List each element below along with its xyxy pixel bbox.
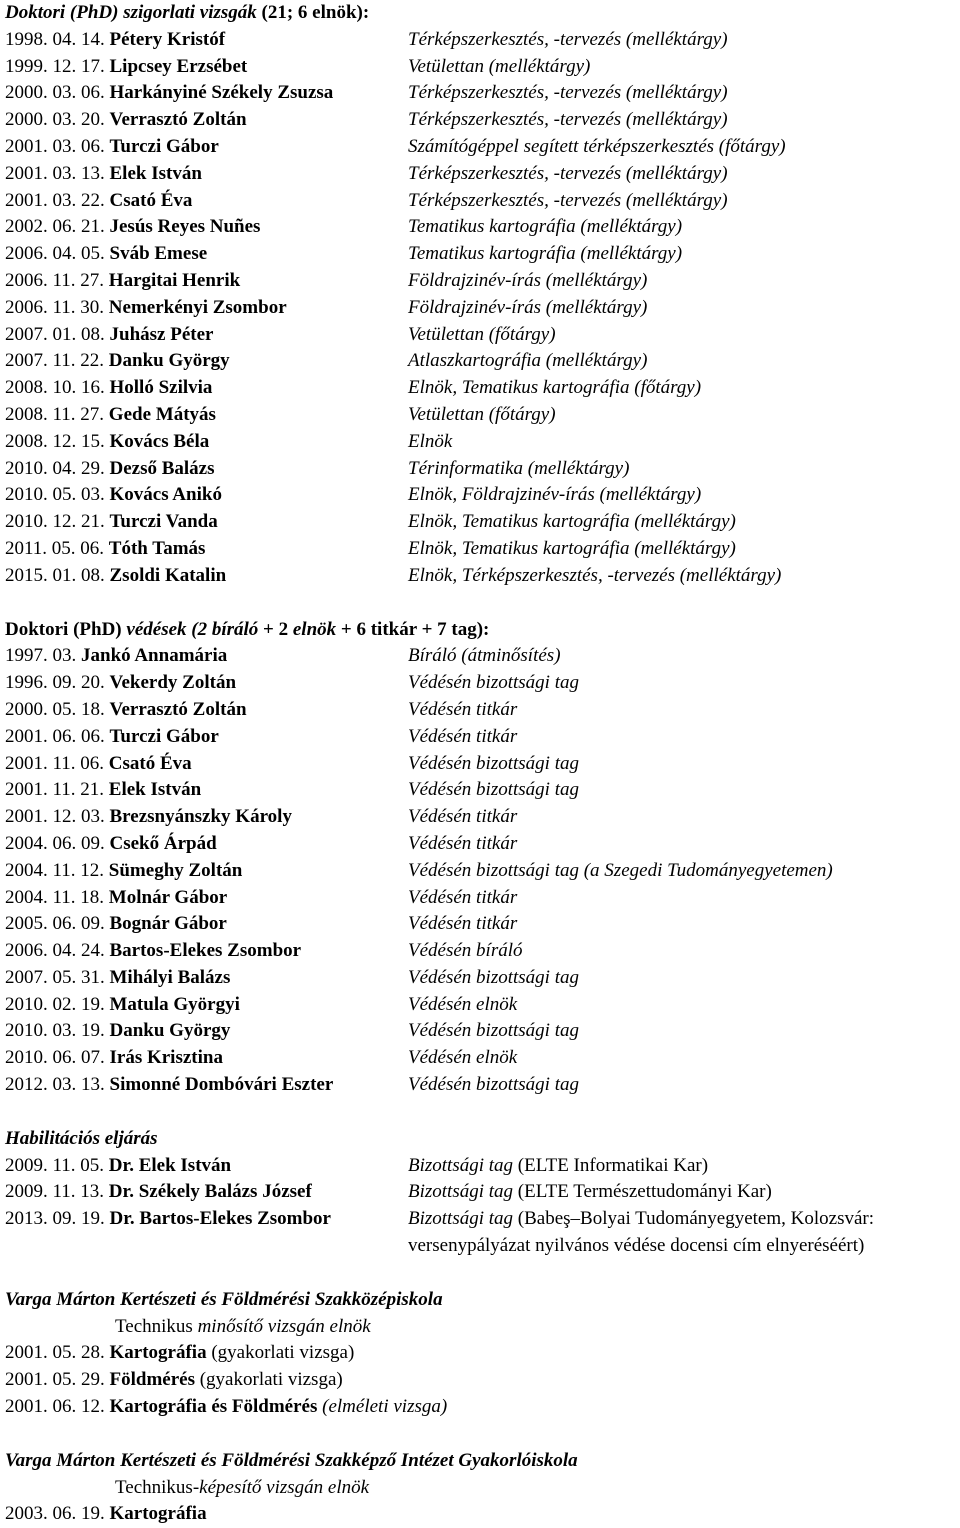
entry-role: Bíráló (átminősítés) <box>408 645 561 667</box>
vedesek-list <box>5 643 960 1099</box>
entry-left <box>5 348 230 375</box>
entry-name: Turczi Vanda <box>109 511 218 533</box>
spacer <box>5 590 960 617</box>
entry-role-title: Bizottsági tag <box>408 1181 514 1203</box>
entry-role-title: Bizottsági tag <box>408 1154 514 1176</box>
list-item <box>5 161 960 188</box>
entry-name: Molnár Gábor <box>108 886 228 908</box>
entry-left <box>5 804 292 831</box>
entry-left <box>5 1206 331 1233</box>
entry-left <box>5 911 227 938</box>
list-item <box>5 241 960 268</box>
entry-role: Elnök, Tematikus kartográfia (melléktárgy) <box>408 537 736 559</box>
list-item <box>5 992 960 1019</box>
entry-date: 2009. 11. 13. <box>5 1181 105 1203</box>
entry-date: 2001. 05. 28. <box>5 1342 105 1364</box>
list-item <box>5 965 960 992</box>
entry-date: 2015. 01. 08. <box>5 564 105 586</box>
title-part-2: védések (2 bíráló <box>126 618 259 640</box>
entry-date: 2007. 01. 08. <box>5 323 105 345</box>
habilitacio-list <box>5 1153 960 1233</box>
entry-role-detail: (ELTE Természettudományi Kar) <box>513 1181 772 1203</box>
entry-left <box>5 563 226 590</box>
entry-name: Irás Krisztina <box>109 1047 223 1069</box>
entry-name: Lipcsey Erzsébet <box>109 55 248 77</box>
entry-role: Elnök, Térképszerkesztés, -tervezés (melléktárgy) <box>408 564 782 586</box>
entry-date: 2006. 04. 05. <box>5 243 105 265</box>
varga1-sub-pre: Technikus <box>115 1315 198 1337</box>
list-item <box>5 134 960 161</box>
entry-subject: Földmérés <box>109 1369 195 1391</box>
entry-role: Földrajzinév-írás (melléktárgy) <box>408 296 648 318</box>
entry-date: 2001. 11. 06. <box>5 752 105 774</box>
entry-date: 2005. 06. 09. <box>5 913 105 935</box>
entry-role: Elnök, Tematikus kartográfia (melléktárgy) <box>408 511 736 533</box>
list-item <box>5 804 960 831</box>
entry-role-detail: (Babeş–Bolyai Tudományegyetem, Kolozsvár: <box>513 1208 875 1230</box>
entry-role: Védésén titkár <box>408 698 518 720</box>
entry-name: Zsoldi Katalin <box>109 564 227 586</box>
entry-role: Elnök, Földrajzinév-írás (melléktárgy) <box>408 484 702 506</box>
entry-left <box>5 965 230 992</box>
list-item <box>5 348 960 375</box>
list-item <box>5 107 960 134</box>
habilitacio-continuation-row <box>5 1233 960 1260</box>
entry-role: Védésén elnök <box>408 993 518 1015</box>
entry-role: Védésén bíráló <box>408 940 523 962</box>
entry-name: Nemerkényi Zsombor <box>108 296 287 318</box>
title-part-3: + 2 <box>258 618 293 640</box>
entry-role: Védésén bizottsági tag (a Szegedi Tudományegyetemen) <box>408 859 833 881</box>
entry-role: Térképszerkesztés, -tervezés (melléktárgy) <box>408 109 728 131</box>
entry-left <box>5 858 242 885</box>
entry-name: Sváb Emese <box>109 243 208 265</box>
list-item <box>5 1072 960 1099</box>
entry-role: Védésén titkár <box>408 832 518 854</box>
entry-date: 2004. 11. 12. <box>5 859 105 881</box>
entry-subject: Kartográfia <box>109 1503 207 1525</box>
entry-name: Danku György <box>109 1020 231 1042</box>
entry-left <box>5 188 192 215</box>
entry-left <box>5 214 260 241</box>
list-item <box>5 1179 960 1206</box>
entry-exam-type: (gyakorlati vizsga) <box>194 1369 343 1391</box>
list-item <box>5 1501 960 1528</box>
entry-name: Sümeghy Zoltán <box>108 859 243 881</box>
list-item <box>5 858 960 885</box>
entry-left <box>5 241 207 268</box>
entry-role: Elnök, Tematikus kartográfia (főtárgy) <box>408 377 702 399</box>
entry-date: 2010. 04. 29. <box>5 457 105 479</box>
entry-date: 2013. 09. 19. <box>5 1208 105 1230</box>
varga2-sub-pre: Technikus- <box>115 1476 200 1498</box>
entry-left <box>5 1179 312 1206</box>
entry-date: 2002. 06. 21. <box>5 216 105 238</box>
list-item <box>5 751 960 778</box>
entry-name: Hargitai Henrik <box>108 269 241 291</box>
varga1-subtitle <box>5 1314 960 1341</box>
entry-role: Vetülettan (főtárgy) <box>408 403 556 425</box>
entry-date: 2001. 06. 06. <box>5 725 105 747</box>
section-title-varga1 <box>5 1287 960 1314</box>
varga2-title: Varga Márton Kertészeti és Földmérési Szakképző Intézet Gyakorlóiskola <box>5 1449 578 1471</box>
habilitacio-continuation: versenypályázat nyilvános védése docensi cím elnyeréséért) <box>408 1235 865 1257</box>
entry-name: Danku György <box>108 350 230 372</box>
entry-left <box>5 1072 333 1099</box>
entry-name: Turczi Gábor <box>109 725 219 747</box>
entry-role: Védésén elnök <box>408 1047 518 1069</box>
habilitacio-title: Habilitációs eljárás <box>5 1127 158 1149</box>
entry-name: Bartos-Elekes Zsombor <box>109 940 302 962</box>
entry-date: 2001. 03. 22. <box>5 189 105 211</box>
entry-date: 2001. 05. 29. <box>5 1369 105 1391</box>
list-item <box>5 911 960 938</box>
spacer <box>5 1421 960 1448</box>
entry-date: 2001. 03. 13. <box>5 162 105 184</box>
entry-date: 2010. 06. 07. <box>5 1047 105 1069</box>
entry-role: Vetülettan (főtárgy) <box>408 323 556 345</box>
entry-role: Földrajzinév-írás (melléktárgy) <box>408 269 648 291</box>
entry-left <box>5 482 222 509</box>
entry-date: 1998. 04. 14. <box>5 28 105 50</box>
entry-date: 2010. 03. 19. <box>5 1020 105 1042</box>
entry-name: Kovács Béla <box>109 430 210 452</box>
list-item <box>5 670 960 697</box>
entry-name: Holló Szilvia <box>109 377 213 399</box>
entry-date: 2006. 04. 24. <box>5 940 105 962</box>
section-title-vedesek <box>5 617 960 644</box>
entry-left <box>5 509 218 536</box>
entry-date: 2010. 02. 19. <box>5 993 105 1015</box>
section-title-szigorlat <box>5 0 960 27</box>
list-item <box>5 429 960 456</box>
entry-date: 2007. 05. 31. <box>5 966 105 988</box>
entry-role: Védésén bizottsági tag <box>408 672 579 694</box>
entry-left <box>5 161 202 188</box>
list-item <box>5 402 960 429</box>
entry-name: Gede Mátyás <box>108 403 216 425</box>
list-item <box>5 1340 960 1367</box>
entry-name: Verrasztó Zoltán <box>109 698 247 720</box>
list-item <box>5 1018 960 1045</box>
entry-date: 1996. 09. 20. <box>5 672 105 694</box>
entry-role: Védésén titkár <box>408 806 518 828</box>
entry-role: Térképszerkesztés, -tervezés (melléktárgy) <box>408 189 728 211</box>
list-item <box>5 1394 960 1421</box>
szigorlat-list <box>5 27 960 590</box>
entry-date: 2000. 05. 18. <box>5 698 105 720</box>
entry-subject: Kartográfia és Földmérés <box>109 1396 318 1418</box>
entry-name: Bognár Gábor <box>109 913 227 935</box>
entry-name: Brezsnyánszky Károly <box>109 806 292 828</box>
entry-left <box>5 54 247 81</box>
list-item <box>5 482 960 509</box>
entry-date: 1999. 12. 17. <box>5 55 105 77</box>
entry-role: Védésén titkár <box>408 913 518 935</box>
entry-role: Védésén titkár <box>408 886 518 908</box>
entry-name: Csató Éva <box>108 752 192 774</box>
entry-exam-type: (gyakorlati vizsga) <box>206 1342 355 1364</box>
entry-date: 2008. 12. 15. <box>5 430 105 452</box>
title-part-5: + 6 titkár + 7 tag): <box>336 618 490 640</box>
entry-role: Atlaszkartográfia (melléktárgy) <box>408 350 648 372</box>
entry-name: Mihályi Balázs <box>109 966 231 988</box>
entry-name: Csekő Árpád <box>109 832 217 854</box>
entry-left <box>5 885 227 912</box>
list-item <box>5 295 960 322</box>
entry-left <box>5 938 301 965</box>
entry-left <box>5 1153 231 1180</box>
list-item <box>5 724 960 751</box>
list-item <box>5 456 960 483</box>
spacer <box>5 1260 960 1287</box>
entry-left <box>5 777 201 804</box>
entry-name: Jesús Reyes Nuñes <box>109 216 261 238</box>
entry-date: 2010. 12. 21. <box>5 511 105 533</box>
list-item <box>5 563 960 590</box>
entry-date: 2010. 05. 03. <box>5 484 105 506</box>
entry-date: 2000. 03. 20. <box>5 109 105 131</box>
entry-date: 2001. 11. 21. <box>5 779 105 801</box>
entry-name: Tóth Tamás <box>108 537 206 559</box>
entry-left <box>5 107 247 134</box>
list-item <box>5 54 960 81</box>
entry-date: 2008. 10. 16. <box>5 377 105 399</box>
entry-role: Számítógéppel segített térképszerkesztés (főtárgy) <box>408 135 786 157</box>
list-item <box>5 1367 960 1394</box>
entry-left <box>5 268 240 295</box>
entry-name: Jankó Annamária <box>81 645 228 667</box>
section-title-main: Doktori (PhD) szigorlati vizsgák <box>5 2 257 23</box>
entry-role: Védésén bizottsági tag <box>408 752 579 774</box>
varga2-subtitle <box>5 1475 960 1502</box>
entry-date: 2001. 03. 06. <box>5 135 105 157</box>
varga1-title: Varga Márton Kertészeti és Földmérési Szakközépiskola <box>5 1288 443 1310</box>
entry-exam-type: (elméleti vizsga) <box>317 1396 448 1418</box>
entry-left <box>5 80 333 107</box>
list-item <box>5 80 960 107</box>
entry-left <box>5 536 205 563</box>
entry-left <box>5 375 212 402</box>
entry-role: Védésén bizottsági tag <box>408 1020 579 1042</box>
entry-role: Térinformatika (melléktárgy) <box>408 457 630 479</box>
entry-name: Elek István <box>109 162 202 184</box>
entry-left <box>5 1018 230 1045</box>
entry-left <box>5 322 213 349</box>
entry-name: Dr. Elek István <box>108 1154 232 1176</box>
entry-date: 2006. 11. 27. <box>5 269 105 291</box>
entry-name: Dr. Székely Balázs József <box>108 1181 312 1203</box>
entry-left <box>5 27 225 54</box>
entry-name: Juhász Péter <box>109 323 214 345</box>
entry-left <box>5 992 240 1019</box>
entry-name: Elek István <box>108 779 202 801</box>
list-item <box>5 27 960 54</box>
list-item <box>5 1206 960 1233</box>
entry-date: 2006. 11. 30. <box>5 296 105 318</box>
list-item <box>5 188 960 215</box>
list-item <box>5 214 960 241</box>
entry-role: Védésén bizottsági tag <box>408 779 579 801</box>
entry-name: Turczi Gábor <box>109 135 219 157</box>
varga2-list <box>5 1501 960 1528</box>
entry-left <box>5 1045 223 1072</box>
entry-date: 2004. 11. 18. <box>5 886 105 908</box>
varga1-sub-it: minősítő vizsgán elnök <box>197 1315 371 1337</box>
list-item <box>5 375 960 402</box>
entry-name: Vekerdy Zoltán <box>109 672 237 694</box>
varga2-sub-it: képesítő vizsgán elnök <box>199 1476 370 1498</box>
entry-date: 2009. 11. 05. <box>5 1154 105 1176</box>
entry-date: 2011. 05. 06. <box>5 537 105 559</box>
entry-date: 2004. 06. 09. <box>5 832 105 854</box>
list-item <box>5 1045 960 1072</box>
list-item <box>5 938 960 965</box>
entry-role: Térképszerkesztés, -tervezés (melléktárgy) <box>408 82 728 104</box>
entry-role: Tematikus kartográfia (melléktárgy) <box>408 216 683 238</box>
entry-role: Tematikus kartográfia (melléktárgy) <box>408 243 683 265</box>
entry-role <box>408 1206 874 1233</box>
entry-role: Védésén titkár <box>408 725 518 747</box>
entry-name: Dr. Bartos-Elekes Zsombor <box>109 1208 331 1230</box>
entry-date: 2008. 11. 27. <box>5 403 105 425</box>
list-item <box>5 1153 960 1180</box>
entry-name: Simonné Dombóvári Eszter <box>109 1074 334 1096</box>
entry-date: 2003. 06. 19. <box>5 1503 105 1525</box>
entry-left <box>5 643 227 670</box>
section-title-suffix: (21; 6 elnök): <box>256 2 370 23</box>
varga1-list <box>5 1340 960 1420</box>
title-part-4: elnök <box>292 618 337 640</box>
entry-left <box>5 456 215 483</box>
list-item <box>5 777 960 804</box>
list-item <box>5 536 960 563</box>
entry-date: 2007. 11. 22. <box>5 350 105 372</box>
entry-left <box>5 670 236 697</box>
list-item <box>5 643 960 670</box>
spacer <box>5 1099 960 1126</box>
entry-name: Verrasztó Zoltán <box>109 109 247 131</box>
entry-name: Harkányiné Székely Zsuzsa <box>109 82 334 104</box>
list-item <box>5 831 960 858</box>
entry-role <box>408 1179 772 1206</box>
entry-role <box>408 1153 708 1180</box>
entry-date: 2000. 03. 06. <box>5 82 105 104</box>
entry-name: Csató Éva <box>109 189 193 211</box>
list-item <box>5 885 960 912</box>
entry-role: Védésén bizottsági tag <box>408 966 579 988</box>
entry-date: 2001. 06. 12. <box>5 1396 105 1418</box>
entry-left <box>5 402 216 429</box>
entry-role-detail: (ELTE Informatikai Kar) <box>513 1154 709 1176</box>
entry-name: Kovács Anikó <box>109 484 222 506</box>
entry-left <box>5 134 219 161</box>
list-item <box>5 268 960 295</box>
entry-role: Vetülettan (melléktárgy) <box>408 55 591 77</box>
entry-left <box>5 697 247 724</box>
entry-role: Térképszerkesztés, -tervezés (melléktárgy) <box>408 162 728 184</box>
entry-left <box>5 429 209 456</box>
entry-left <box>5 831 217 858</box>
entry-name: Pétery Kristóf <box>109 28 226 50</box>
entry-date: 1997. 03. <box>5 645 77 667</box>
entry-role: Térképszerkesztés, -tervezés (melléktárgy) <box>408 28 728 50</box>
entry-subject: Kartográfia <box>109 1342 207 1364</box>
entry-left <box>5 295 287 322</box>
entry-role: Elnök <box>408 430 453 452</box>
entry-date: 2001. 12. 03. <box>5 806 105 828</box>
entry-left <box>5 724 219 751</box>
list-item <box>5 509 960 536</box>
entry-name: Matula Györgyi <box>109 993 240 1015</box>
entry-role: Védésén bizottsági tag <box>408 1074 579 1096</box>
section-title-varga2 <box>5 1448 960 1475</box>
entry-left <box>5 751 192 778</box>
entry-role-title: Bizottsági tag <box>408 1208 514 1230</box>
section-title-habilitacio <box>5 1126 960 1153</box>
list-item <box>5 697 960 724</box>
title-part-1: Doktori (PhD) <box>5 618 127 640</box>
entry-name: Dezső Balázs <box>109 457 215 479</box>
list-item <box>5 322 960 349</box>
entry-date: 2012. 03. 13. <box>5 1074 105 1096</box>
